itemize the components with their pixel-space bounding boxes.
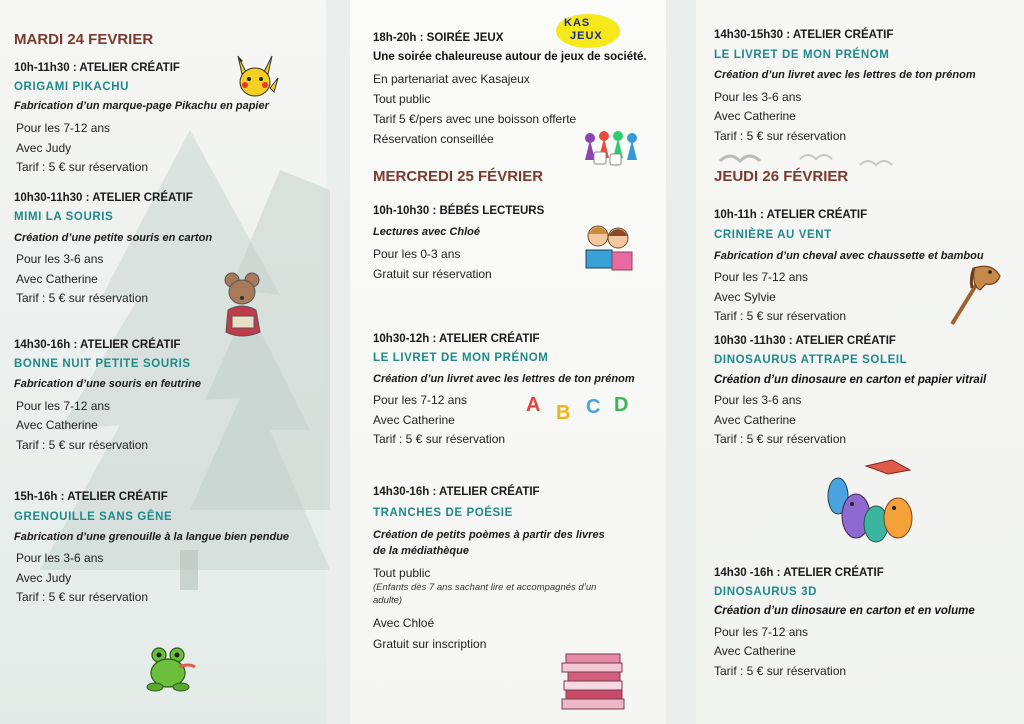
event-audience: Pour les 3-6 ans bbox=[714, 393, 802, 407]
event-time: 18h-20h : SOIRÉE JEUX bbox=[373, 32, 504, 44]
event-description: Création d’un dinosaure en carton et papier vitrail bbox=[714, 374, 987, 386]
logo-text-top: KAS bbox=[564, 17, 591, 29]
event-audience: Tout public bbox=[373, 92, 431, 106]
day-heading-tuesday: MARDI 24 FEVRIER bbox=[14, 31, 154, 48]
event-audience: Pour les 0-3 ans bbox=[373, 247, 461, 261]
event-audience: Pour les 7-12 ans bbox=[16, 399, 111, 413]
event-audience: Tout public bbox=[373, 566, 431, 580]
event-time: 10h-11h : ATELIER CRÉATIF bbox=[714, 209, 868, 221]
event-host: Avec Sylvie bbox=[714, 290, 776, 304]
event-description: Fabrication d’un marque-page Pikachu en papier bbox=[14, 100, 269, 112]
event-description: Fabrication d’un cheval avec chaussette et bambou bbox=[714, 250, 984, 262]
event-time: 10h30-12h : ATELIER CRÉATIF bbox=[373, 333, 540, 345]
event-description: Lectures avec Chloé bbox=[373, 226, 480, 238]
event-audience: Pour les 7-12 ans bbox=[16, 121, 111, 135]
dinosaurs-icon bbox=[822, 456, 918, 550]
event-description-line2: de la médiathèque bbox=[373, 545, 469, 557]
column-gap bbox=[666, 0, 696, 724]
event-title: DINOSAURUS ATTRAPE SOLEIL bbox=[714, 354, 908, 366]
event-time: 15h-16h : ATELIER CRÉATIF bbox=[14, 491, 168, 503]
event-price: Tarif 5 €/pers avec une boisson offerte bbox=[373, 112, 577, 126]
event-time: 14h30-16h : ATELIER CRÉATIF bbox=[14, 339, 181, 351]
frog-icon bbox=[143, 645, 199, 693]
event-description: Création d’un dinosaure en carton et en volume bbox=[714, 605, 975, 617]
event-booking: Réservation conseillée bbox=[373, 132, 494, 146]
event-description: Création d’un livret avec les lettres de ton prénom bbox=[714, 69, 976, 81]
board-game-pawns-icon bbox=[580, 128, 640, 168]
event-price: Tarif : 5 € sur réservation bbox=[16, 160, 149, 174]
event-host: Avec Catherine bbox=[16, 272, 98, 286]
event-description: Création d’une petite souris en carton bbox=[14, 232, 213, 244]
event-title: LE LIVRET DE MON PRÉNOM bbox=[373, 352, 549, 364]
event-partner: En partenariat avec Kasajeux bbox=[373, 72, 530, 86]
event-description: Création d’un livret avec les lettres de ton prénom bbox=[373, 373, 635, 385]
event-audience: Pour les 7-12 ans bbox=[714, 625, 809, 639]
event-audience: Pour les 7-12 ans bbox=[714, 270, 809, 284]
letter-block-a: A bbox=[526, 394, 541, 416]
event-title: DINOSAURUS 3D bbox=[714, 586, 818, 598]
letter-block-d: D bbox=[614, 394, 629, 416]
event-price: Tarif : 5 € sur réservation bbox=[16, 291, 149, 305]
event-title: GRENOUILLE SANS GÊNE bbox=[14, 511, 173, 523]
mouse-icon bbox=[218, 270, 268, 342]
event-host: Avec Catherine bbox=[16, 418, 98, 432]
event-time: 14h30 -16h : ATELIER CRÉATIF bbox=[714, 567, 884, 579]
event-title: ORIGAMI PIKACHU bbox=[14, 81, 130, 93]
event-title: CRINIÈRE AU VENT bbox=[714, 229, 832, 241]
event-audience: Pour les 3-6 ans bbox=[16, 551, 104, 565]
event-description: Fabrication d’une souris en feutrine bbox=[14, 378, 202, 390]
event-title: TRANCHES DE POÉSIE bbox=[373, 507, 513, 519]
book-stack-icon bbox=[556, 646, 630, 714]
event-time: 10h30 -11h30 : ATELIER CRÉATIF bbox=[714, 335, 896, 347]
event-price: Tarif : 5 € sur réservation bbox=[714, 432, 847, 446]
event-description: Une soirée chaleureuse autour de jeux de société. bbox=[373, 51, 647, 63]
event-note-line1: (Enfants dès 7 ans sachant lire et accompagnés d’un bbox=[373, 582, 597, 593]
event-host: Avec Catherine bbox=[373, 413, 455, 427]
event-price: Tarif : 5 € sur réservation bbox=[373, 432, 506, 446]
event-price: Tarif : 5 € sur réservation bbox=[16, 590, 149, 604]
event-audience: Pour les 3-6 ans bbox=[714, 90, 802, 104]
day-heading-wednesday: MERCREDI 25 FÉVRIER bbox=[373, 168, 544, 185]
event-host: Avec Judy bbox=[16, 141, 72, 155]
hobby-horse-icon bbox=[944, 258, 1004, 328]
event-description: Fabrication d’une grenouille à la langue bien pendue bbox=[14, 531, 290, 543]
event-time: 10h-11h30 : ATELIER CRÉATIF bbox=[14, 62, 180, 74]
event-title: MIMI LA SOURIS bbox=[14, 211, 114, 223]
event-host: Avec Catherine bbox=[714, 109, 796, 123]
event-price: Tarif : 5 € sur réservation bbox=[714, 664, 847, 678]
event-host: Avec Chloé bbox=[373, 616, 435, 630]
logo-text-bottom: JEUX bbox=[570, 30, 603, 42]
kasajeux-logo bbox=[556, 14, 620, 48]
day-heading-thursday: JEUDI 26 FÉVRIER bbox=[714, 168, 849, 185]
event-time: 14h30-15h30 : ATELIER CRÉATIF bbox=[714, 29, 894, 41]
letter-block-b: B bbox=[556, 402, 571, 424]
event-price: Gratuit sur inscription bbox=[373, 637, 487, 651]
event-title: LE LIVRET DE MON PRÉNOM bbox=[714, 49, 890, 61]
event-note-line2: adulte) bbox=[373, 595, 403, 606]
event-price: Tarif : 5 € sur réservation bbox=[714, 129, 847, 143]
event-title: BONNE NUIT PETITE SOURIS bbox=[14, 358, 191, 370]
children-reading-icon bbox=[582, 220, 634, 276]
event-host: Avec Catherine bbox=[714, 413, 796, 427]
event-price: Tarif : 5 € sur réservation bbox=[16, 438, 149, 452]
event-time: 10h-10h30 : BÉBÉS LECTEURS bbox=[373, 205, 545, 217]
event-description-line1: Création de petits poèmes à partir des livres bbox=[373, 529, 605, 541]
event-audience: Pour les 3-6 ans bbox=[16, 252, 104, 266]
event-time: 14h30-16h : ATELIER CRÉATIF bbox=[373, 486, 540, 498]
pikachu-icon bbox=[230, 52, 280, 102]
event-audience: Pour les 7-12 ans bbox=[373, 393, 468, 407]
event-time: 10h30-11h30 : ATELIER CRÉATIF bbox=[14, 192, 193, 204]
event-price: Tarif : 5 € sur réservation bbox=[714, 309, 847, 323]
letter-block-c: C bbox=[586, 396, 601, 418]
event-price: Gratuit sur réservation bbox=[373, 267, 492, 281]
event-host: Avec Catherine bbox=[714, 644, 796, 658]
event-host: Avec Judy bbox=[16, 571, 72, 585]
